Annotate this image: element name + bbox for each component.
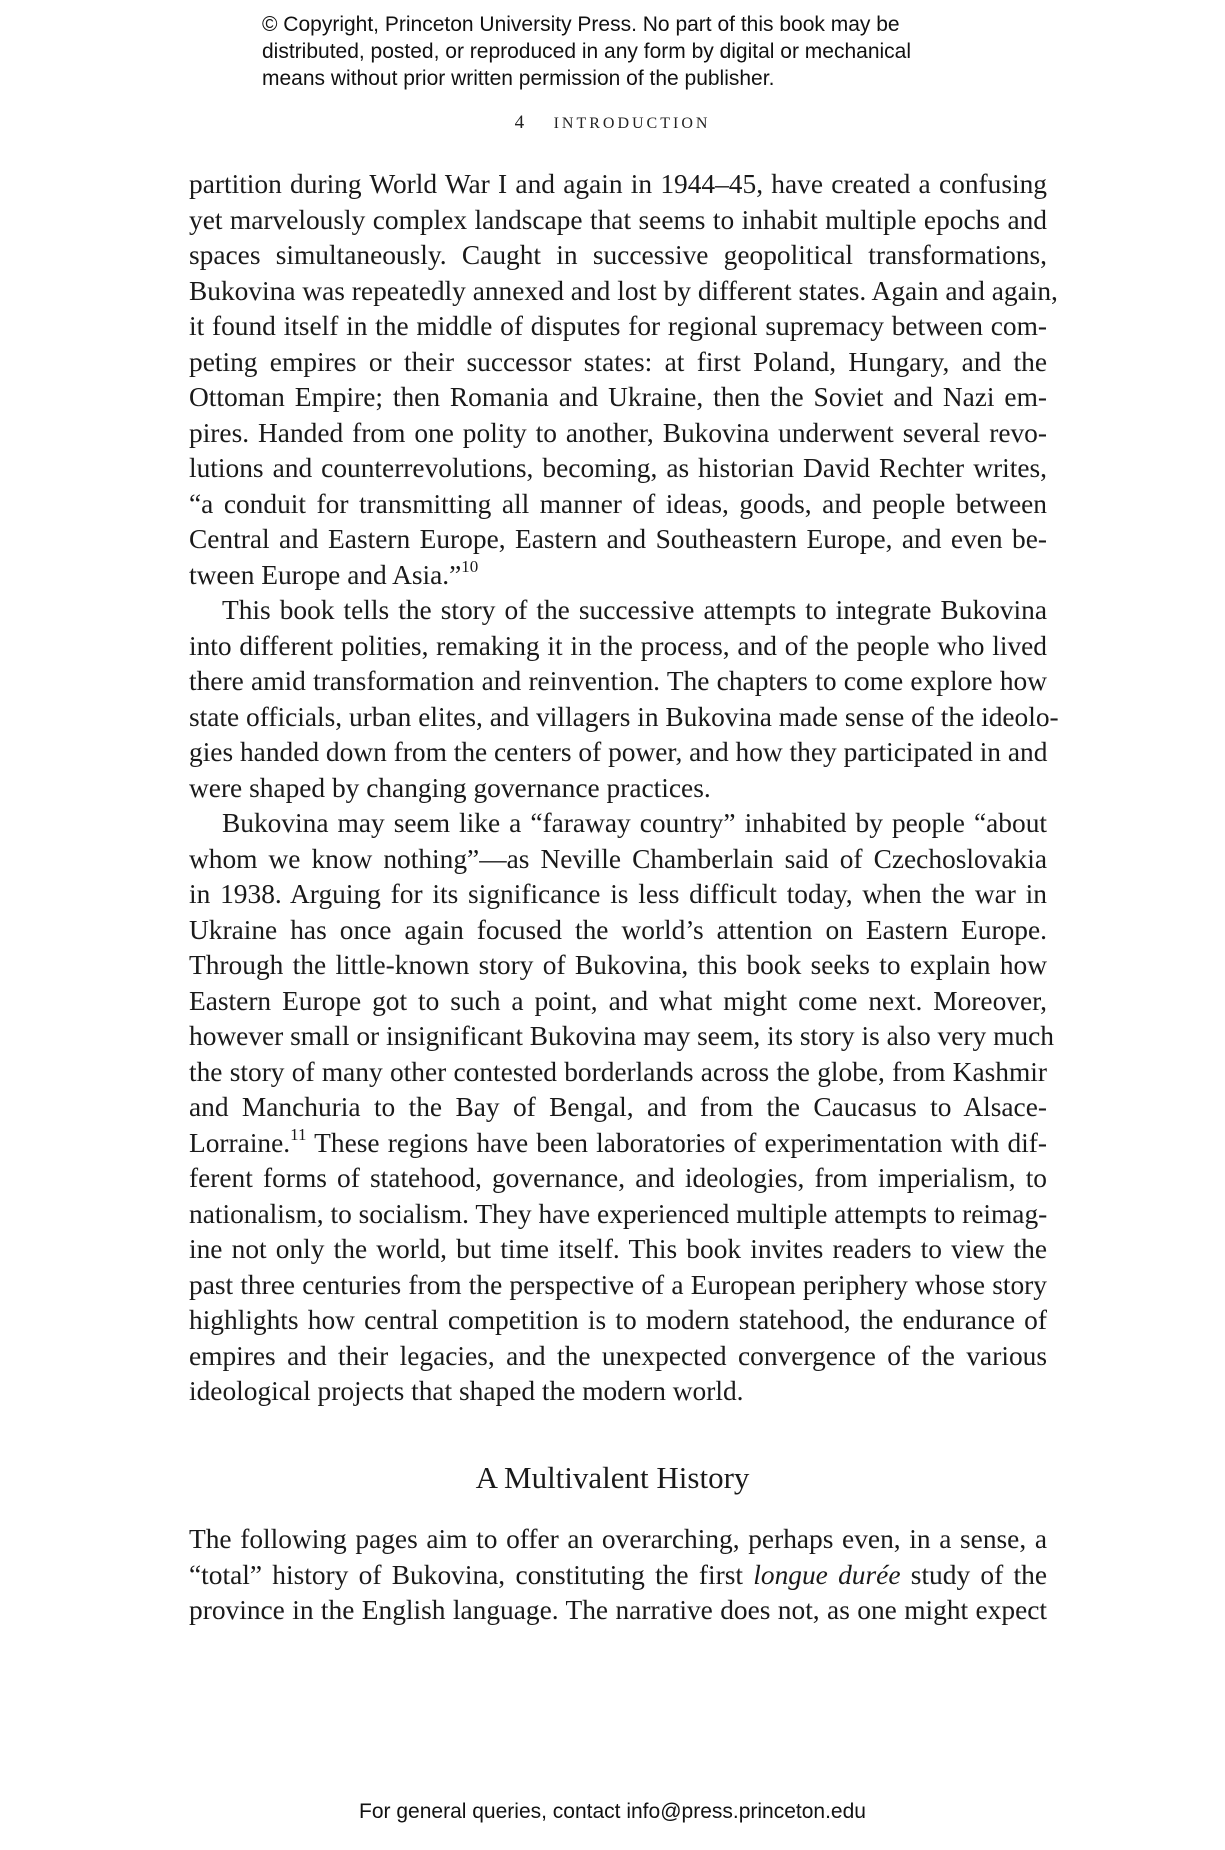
text-line: empires and their legacies, and the unexpected convergence of the various: [189, 1340, 1047, 1371]
footnote-ref[interactable]: 11: [290, 1124, 307, 1144]
running-head-title: INTRODUCTION: [553, 115, 711, 132]
text-line: spaces simultaneously. Caught in successive geopolitical transformations,: [189, 240, 1047, 270]
text-line: into different polities, remaking it in the process, and of the people who lived: [189, 630, 1047, 661]
footnote-ref[interactable]: 10: [461, 556, 479, 576]
text-fragment: These regions have been laboratories of experimentation with dif-: [306, 1127, 1047, 1158]
text-line: partition during World War I and again in 1944–45, have created a confusing: [189, 169, 1047, 199]
text-line: ferent forms of statehood, governance, and ideologies, from imperialism, to: [189, 1163, 1047, 1193]
text-line: ideological projects that shaped the modern world.: [189, 1376, 744, 1406]
text-line: the story of many other contested borderlands across the globe, from Kashmir: [189, 1056, 1047, 1087]
text-line: This book tells the story of the successive attempts to integrate Bukovina: [222, 595, 1047, 625]
text-line: and Manchuria to the Bay of Bengal, and from the Caucasus to Alsace-: [189, 1092, 1047, 1122]
copyright-line: © Copyright, Princeton University Press. No part of this book may be: [262, 13, 900, 36]
text-line: Through the little-known story of Bukovina, this book seeks to explain how: [189, 950, 1047, 980]
text-fragment: tween Europe and Asia.”: [189, 559, 462, 590]
text-line: Bukovina was repeatedly annexed and lost by different states. Again and again,: [189, 275, 1058, 306]
body-text: [189, 167, 1059, 1410]
text-line: Ottoman Empire; then Romania and Ukraine, then the Soviet and Nazi em-: [189, 382, 1047, 412]
text-line: [189, 1558, 1047, 1594]
running-head: [0, 112, 1225, 134]
text-line: Ukraine has once again focused the world’s attention on Eastern Europe.: [189, 914, 1047, 945]
copyright-notice: [262, 11, 1022, 92]
text-line: were shaped by changing governance practices.: [189, 772, 711, 803]
text-fragment: study of the: [900, 1559, 1048, 1590]
text-line: pires. Handed from one polity to another, Bukovina underwent several revo-: [189, 417, 1047, 448]
text-line: gies handed down from the centers of power, and how they participated in and: [189, 737, 1048, 767]
italic-term: longue durée: [753, 1559, 901, 1590]
text-line: however small or insignificant Bukovina may seem, its story is also very much: [189, 1021, 1054, 1051]
text-line: Eastern Europe got to such a point, and what might come next. Moreover,: [189, 985, 1047, 1016]
text-line: nationalism, to socialism. They have experienced multiple attempts to reimag-: [189, 1198, 1048, 1229]
text-line: there amid transformation and reinvention. The chapters to come explore how: [189, 666, 1047, 696]
text-line: in 1938. Arguing for its significance is less difficult today, when the war in: [189, 879, 1047, 909]
text-line: Bukovina may seem like a “faraway country” inhabited by people “about: [222, 808, 1047, 838]
text-line: [189, 1126, 1047, 1162]
text-line: ine not only the world, but time itself. This book invites readers to view the: [189, 1234, 1047, 1264]
text-line: yet marvelously complex landscape that seems to inhabit multiple epochs and: [189, 204, 1047, 235]
text-line: The following pages aim to offer an overarching, perhaps even, in a sense, a: [189, 1524, 1047, 1554]
section-heading: A Multivalent History: [475, 1460, 750, 1495]
text-fragment: “total” history of Bukovina, constituting the first: [189, 1559, 754, 1590]
text-line: [189, 558, 1047, 594]
text-line: peting empires or their successor states: at first Poland, Hungary, and the: [189, 346, 1047, 377]
copyright-line: distributed, posted, or reproduced in any form by digital or mechanical: [262, 40, 912, 63]
text-line: highlights how central competition is to modern statehood, the endurance of: [189, 1305, 1047, 1335]
footer-contact: For general queries, contact info@press.princeton.edu: [359, 1800, 866, 1823]
text-line: Central and Eastern Europe, Eastern and Southeastern Europe, and even be-: [189, 524, 1047, 554]
text-line: province in the English language. The narrative does not, as one might expect: [189, 1595, 1047, 1625]
text-line: lutions and counterrevolutions, becoming, as historian David Rechter writes,: [189, 453, 1047, 483]
text-line: it found itself in the middle of disputes for regional supremacy between com-: [189, 311, 1047, 341]
text-line: past three centuries from the perspective of a European periphery whose story: [189, 1269, 1047, 1300]
text-fragment: Lorraine.: [189, 1127, 291, 1158]
copyright-line: means without prior written permission of the publisher.: [262, 67, 775, 90]
text-line: “a conduit for transmitting all manner of ideas, goods, and people between: [189, 488, 1047, 519]
page-number: 4: [514, 112, 525, 133]
text-line: whom we know nothing”—as Neville Chamberlain said of Czechoslovakia: [189, 843, 1047, 874]
text-line: state officials, urban elites, and villagers in Bukovina made sense of the ideolo-: [189, 701, 1059, 732]
body-text: [189, 1522, 1047, 1629]
